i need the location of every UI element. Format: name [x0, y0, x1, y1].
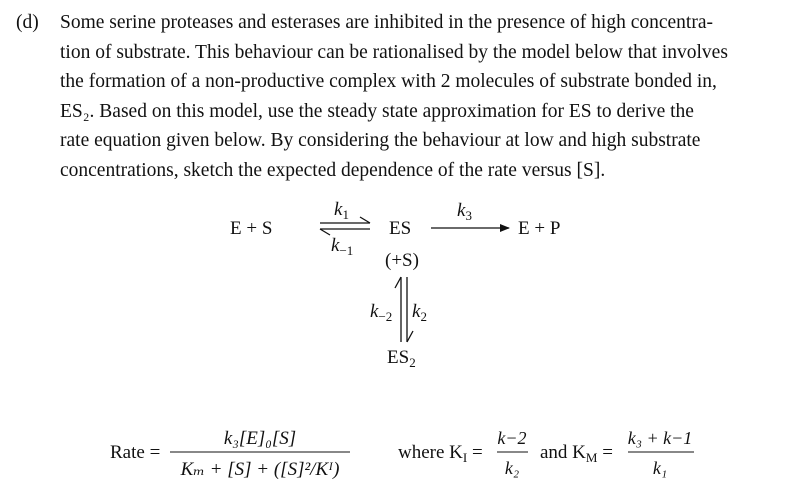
where-ki: where $K_I$ = — [398, 442, 483, 465]
and-km: and $K_M$ = — [540, 442, 613, 465]
question-line: the formation of a non-productive complex with 2 molecules of substrate bonded in, — [60, 71, 717, 92]
rate-constant-k1: $k_1$ — [334, 199, 349, 222]
ki-numerator: k−2 — [497, 428, 527, 448]
reactants: E + S — [230, 218, 273, 239]
rate-numerator: k₃[E]₀[S] — [223, 428, 297, 449]
rate-denominator: Kₘ + [S] + ([S]²/Kᴵ) — [180, 459, 340, 480]
km-numerator: k₃ + k−1 — [627, 428, 693, 448]
question-line: Some serine proteases and esterases are inhibited in the presence of high concentra- — [60, 12, 713, 33]
question-line: concentrations, sketch the expected dependence of the rate versus [S]. — [60, 159, 606, 181]
ki-denominator: k₂ — [504, 458, 520, 478]
equilibrium-arrows-2 — [395, 277, 413, 342]
enzyme-substrate-complex: ES — [389, 218, 412, 239]
question-line: ES₂. Based on this model, use the steady state approximation for ES to derive the — [60, 100, 694, 122]
rate-constant-k3: $k_3$ — [457, 200, 472, 223]
km-denominator: k₁ — [652, 458, 668, 478]
question-line: tion of substrate. This behaviour can be rationalised by the model below that involves — [60, 41, 728, 63]
question-label: (d) — [16, 12, 39, 33]
rate-constant-k2: $k_2$ — [412, 301, 427, 324]
plus-substrate: (+S) — [385, 250, 419, 271]
inhibited-complex: $ES_2$ — [387, 347, 416, 370]
rate-constant-k-2: $k_{-2}$ — [370, 301, 393, 324]
rate-lhs: Rate = — [110, 442, 161, 463]
question-line: rate equation given below. By considering the behaviour at low and high substrate — [60, 130, 701, 151]
products: E + P — [518, 218, 561, 239]
rate-constant-k-1: $k_{-1}$ — [331, 235, 354, 258]
